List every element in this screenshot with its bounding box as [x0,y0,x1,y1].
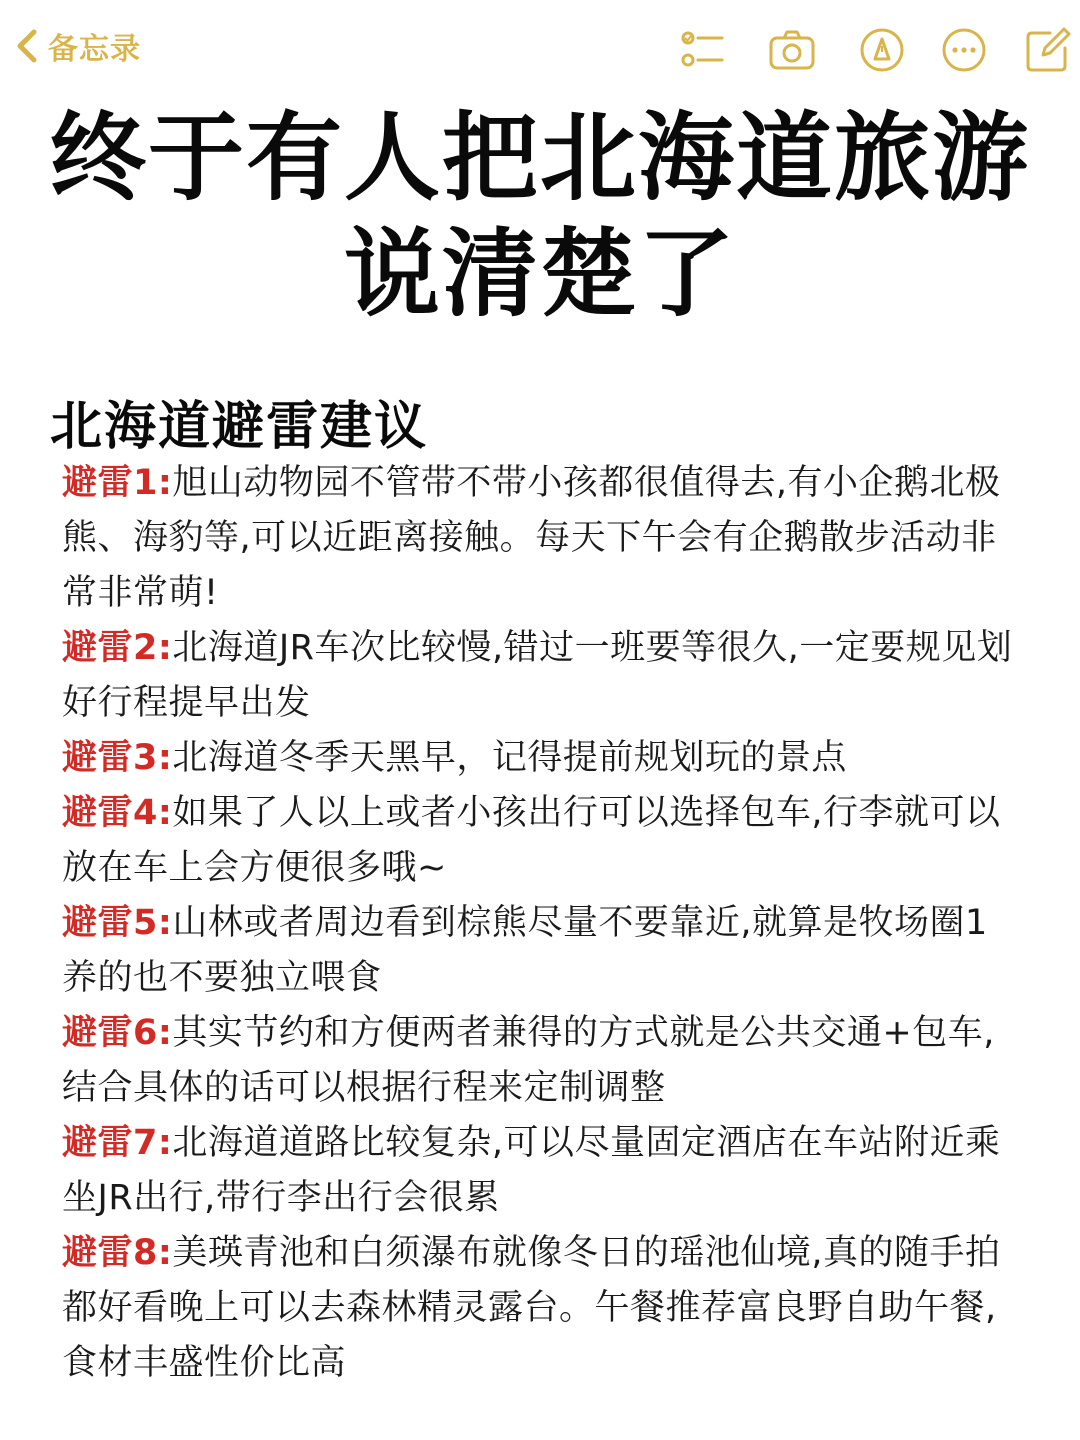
tip-item [62,896,1022,1006]
more-icon [940,26,988,74]
back-button[interactable] [14,24,141,68]
checklist-button[interactable] [678,26,726,74]
tip-item [62,1006,1022,1116]
tip-item [62,731,1022,786]
tip-label: 避雷4: [62,793,173,833]
notes-toolbar [0,0,1080,96]
tip-label: 避雷5: [62,903,173,943]
title-line-2: 说清楚了 [344,218,736,330]
tip-label: 避雷3: [62,738,173,778]
tip-item [62,1116,1022,1226]
more-button[interactable] [940,26,988,74]
tip-text: 美瑛青池和白须瀑布就像冬日的瑶池仙境,真的随手拍都好看晚上可以去森林精灵露台。午餐推荐富良野自助午餐,食材丰盛性价比高 [62,1233,1001,1383]
markup-icon [858,26,906,74]
compose-button[interactable] [1024,26,1072,74]
back-label: 备忘录 [48,32,141,67]
tip-label: 避雷1: [62,463,173,503]
camera-button[interactable] [768,26,816,74]
tip-text: 北海道JR车次比较慢,错过一班要等很久,一定要规见划好行程提早出发 [62,628,1013,723]
tip-text: 如果了人以上或者小孩出行可以选择包车,行李就可以放在车上会方便很多哦~ [62,793,1001,888]
tip-label: 避雷6: [62,1013,173,1053]
markup-button[interactable] [858,26,906,74]
tip-label: 避雷8: [62,1233,173,1273]
compose-icon [1024,26,1072,74]
chevron-left-icon [14,26,42,66]
tip-text: 旭山动物园不管带不带小孩都很值得去,有小企鹅北极熊、海豹等,可以近距离接触。每天下午会有企鹅散步活动非常非常萌! [62,463,1001,613]
tip-item [62,1226,1022,1391]
checklist-icon [678,26,726,74]
tips-list [62,456,1022,1391]
tip-item [62,456,1022,621]
tip-text: 其实节约和方便两者兼得的方式就是公共交通+包车,结合具体的话可以根据行程来定制调整 [62,1013,995,1108]
tip-item [62,621,1022,731]
page-title [0,100,1080,332]
tip-label: 避雷7: [62,1123,173,1163]
tip-item [62,786,1022,896]
tip-label: 避雷2: [62,628,173,668]
tip-text: 北海道冬季天黑早，记得提前规划玩的景点 [172,738,847,778]
camera-icon [768,26,816,74]
title-line-1: 终于有人把北海道旅游 [50,102,1030,214]
section-heading: 北海道避雷建议 [50,397,429,457]
tip-text: 北海道道路比较复杂,可以尽量固定酒店在车站附近乘坐JR出行,带行李出行会很累 [62,1123,1001,1218]
tip-text: 山林或者周边看到棕熊尽量不要靠近,就算是牧场圈1养的也不要独立喂食 [62,903,988,998]
